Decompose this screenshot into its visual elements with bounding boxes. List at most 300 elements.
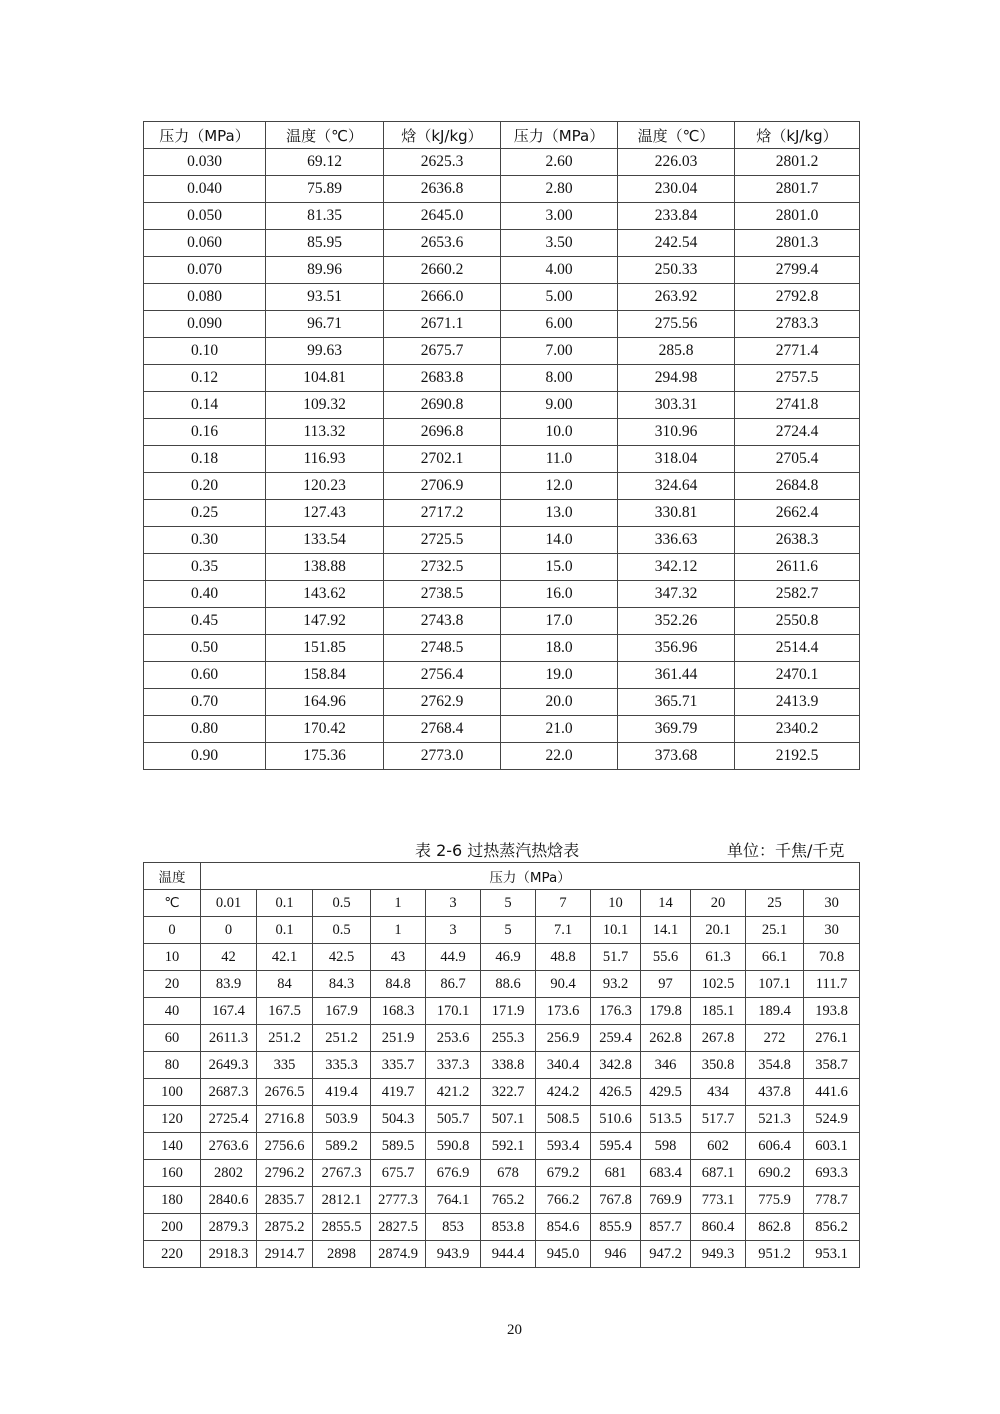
table-cell: 2757.5	[735, 365, 860, 392]
enthalpy-cell: 189.4	[746, 998, 804, 1025]
enthalpy-cell: 943.9	[426, 1241, 481, 1268]
table-cell: 226.03	[618, 149, 735, 176]
table-cell: 2675.7	[384, 338, 501, 365]
table-cell: 0.16	[144, 419, 266, 446]
enthalpy-cell: 589.2	[313, 1133, 371, 1160]
table-cell: 151.85	[266, 635, 384, 662]
table-row	[144, 662, 860, 689]
table-cell: 7.00	[501, 338, 618, 365]
table-cell: 2690.8	[384, 392, 501, 419]
table-cell: 18.0	[501, 635, 618, 662]
enthalpy-cell: 20.1	[691, 917, 746, 944]
enthalpy-cell: 507.1	[481, 1106, 536, 1133]
table-cell: 127.43	[266, 500, 384, 527]
table-cell: 373.68	[618, 743, 735, 770]
table-row	[144, 1160, 860, 1187]
table-cell: 81.35	[266, 203, 384, 230]
enthalpy-cell: 590.8	[426, 1133, 481, 1160]
enthalpy-cell: 508.5	[536, 1106, 591, 1133]
enthalpy-cell: 946	[591, 1241, 641, 1268]
table-cell: 294.98	[618, 365, 735, 392]
enthalpy-cell: 2914.7	[257, 1241, 313, 1268]
table-cell: 2705.4	[735, 446, 860, 473]
enthalpy-cell: 853.8	[481, 1214, 536, 1241]
enthalpy-cell: 2767.3	[313, 1160, 371, 1187]
enthalpy-cell: 3	[426, 917, 481, 944]
table-cell: 0.40	[144, 581, 266, 608]
table-cell: 0.80	[144, 716, 266, 743]
enthalpy-cell: 0.1	[257, 917, 313, 944]
table-row	[144, 311, 860, 338]
table-cell: 0.030	[144, 149, 266, 176]
table-cell: 21.0	[501, 716, 618, 743]
enthalpy-cell: 346	[641, 1052, 691, 1079]
table-cell: 2666.0	[384, 284, 501, 311]
enthalpy-cell: 2802	[201, 1160, 257, 1187]
enthalpy-cell: 256.9	[536, 1025, 591, 1052]
enthalpy-cell: 2898	[313, 1241, 371, 1268]
enthalpy-cell: 592.1	[481, 1133, 536, 1160]
table-cell: 2771.4	[735, 338, 860, 365]
enthalpy-cell: 170.1	[426, 998, 481, 1025]
table-cell: 318.04	[618, 446, 735, 473]
table-row	[144, 689, 860, 716]
enthalpy-cell: 945.0	[536, 1241, 591, 1268]
table-cell: 0.45	[144, 608, 266, 635]
table-cell: 2756.4	[384, 662, 501, 689]
table-row	[144, 1133, 860, 1160]
table-cell: 133.54	[266, 527, 384, 554]
table-cell: 263.92	[618, 284, 735, 311]
table-row	[144, 230, 860, 257]
table-row	[144, 500, 860, 527]
enthalpy-cell: 350.8	[691, 1052, 746, 1079]
table-cell: 347.32	[618, 581, 735, 608]
enthalpy-cell: 949.3	[691, 1241, 746, 1268]
table-row	[144, 338, 860, 365]
enthalpy-cell: 107.1	[746, 971, 804, 998]
table-row	[144, 149, 860, 176]
table-row	[144, 284, 860, 311]
enthalpy-cell: 764.1	[426, 1187, 481, 1214]
temperature-cell: 40	[144, 998, 201, 1025]
enthalpy-cell: 340.4	[536, 1052, 591, 1079]
table-cell: 6.00	[501, 311, 618, 338]
table-cell: 2773.0	[384, 743, 501, 770]
table-cell: 3.00	[501, 203, 618, 230]
table-row	[144, 608, 860, 635]
enthalpy-cell: 86.7	[426, 971, 481, 998]
table-row	[144, 998, 860, 1025]
table-cell: 2741.8	[735, 392, 860, 419]
table-cell: 2645.0	[384, 203, 501, 230]
table-cell: 2762.9	[384, 689, 501, 716]
table-cell: 0.12	[144, 365, 266, 392]
enthalpy-cell: 2874.9	[371, 1241, 426, 1268]
enthalpy-cell: 173.6	[536, 998, 591, 1025]
table-cell: 138.88	[266, 554, 384, 581]
table-cell: 365.71	[618, 689, 735, 716]
enthalpy-cell: 337.3	[426, 1052, 481, 1079]
enthalpy-cell: 769.9	[641, 1187, 691, 1214]
table-cell: 14.0	[501, 527, 618, 554]
enthalpy-cell: 44.9	[426, 944, 481, 971]
table-cell: 0.90	[144, 743, 266, 770]
enthalpy-cell: 2676.5	[257, 1079, 313, 1106]
enthalpy-cell: 251.2	[257, 1025, 313, 1052]
enthalpy-cell: 675.7	[371, 1160, 426, 1187]
enthalpy-cell: 2611.3	[201, 1025, 257, 1052]
table-cell: 15.0	[501, 554, 618, 581]
enthalpy-cell: 2725.4	[201, 1106, 257, 1133]
enthalpy-cell: 42.5	[313, 944, 371, 971]
enthalpy-cell: 676.9	[426, 1160, 481, 1187]
enthalpy-cell: 358.7	[804, 1052, 860, 1079]
enthalpy-cell: 5	[481, 917, 536, 944]
table-cell: 356.96	[618, 635, 735, 662]
table-cell: 250.33	[618, 257, 735, 284]
enthalpy-cell: 61.3	[691, 944, 746, 971]
temperature-cell: 120	[144, 1106, 201, 1133]
table-cell: 2.60	[501, 149, 618, 176]
temperature-cell: 140	[144, 1133, 201, 1160]
enthalpy-cell: 0.5	[313, 917, 371, 944]
enthalpy-cell: 193.8	[804, 998, 860, 1025]
table-row	[144, 392, 860, 419]
enthalpy-cell: 2649.3	[201, 1052, 257, 1079]
table-cell: 109.32	[266, 392, 384, 419]
enthalpy-cell: 171.9	[481, 998, 536, 1025]
table-cell: 3.50	[501, 230, 618, 257]
table-cell: 342.12	[618, 554, 735, 581]
pressure-column-header: 7	[536, 890, 591, 917]
temperature-cell: 20	[144, 971, 201, 998]
table-cell: 143.62	[266, 581, 384, 608]
temperature-cell: 60	[144, 1025, 201, 1052]
enthalpy-cell: 342.8	[591, 1052, 641, 1079]
table-cell: 0.040	[144, 176, 266, 203]
table-cell: 2717.2	[384, 500, 501, 527]
table-cell: 2340.2	[735, 716, 860, 743]
table-cell: 5.00	[501, 284, 618, 311]
enthalpy-cell: 857.7	[641, 1214, 691, 1241]
table-cell: 2706.9	[384, 473, 501, 500]
enthalpy-cell: 2687.3	[201, 1079, 257, 1106]
enthalpy-cell: 43	[371, 944, 426, 971]
enthalpy-cell: 14.1	[641, 917, 691, 944]
enthalpy-cell: 255.3	[481, 1025, 536, 1052]
table-cell: 120.23	[266, 473, 384, 500]
table-row	[144, 1052, 860, 1079]
table-unit: 单位：千焦/千克	[727, 841, 845, 860]
table-cell: 22.0	[501, 743, 618, 770]
table-cell: 2724.4	[735, 419, 860, 446]
table-cell: 2783.3	[735, 311, 860, 338]
table-cell: 11.0	[501, 446, 618, 473]
table-cell: 96.71	[266, 311, 384, 338]
enthalpy-cell: 267.8	[691, 1025, 746, 1052]
pressure-column-header: 0.01	[201, 890, 257, 917]
table-cell: 2683.8	[384, 365, 501, 392]
temperature-unit: ℃	[144, 890, 201, 917]
table-row	[144, 971, 860, 998]
table-cell: 0.35	[144, 554, 266, 581]
table-cell: 0.70	[144, 689, 266, 716]
enthalpy-cell: 354.8	[746, 1052, 804, 1079]
enthalpy-cell: 2879.3	[201, 1214, 257, 1241]
table-cell: 0.20	[144, 473, 266, 500]
table-cell: 2671.1	[384, 311, 501, 338]
enthalpy-cell: 778.7	[804, 1187, 860, 1214]
enthalpy-cell: 765.2	[481, 1187, 536, 1214]
pressure-column-header: 3	[426, 890, 481, 917]
table-cell: 85.95	[266, 230, 384, 257]
enthalpy-cell: 176.3	[591, 998, 641, 1025]
table-cell: 20.0	[501, 689, 618, 716]
enthalpy-cell: 1	[371, 917, 426, 944]
enthalpy-cell: 775.9	[746, 1187, 804, 1214]
table-cell: 4.00	[501, 257, 618, 284]
table-cell: 330.81	[618, 500, 735, 527]
enthalpy-cell: 84.8	[371, 971, 426, 998]
enthalpy-cell: 953.1	[804, 1241, 860, 1268]
pressure-column-header: 14	[641, 890, 691, 917]
enthalpy-cell: 93.2	[591, 971, 641, 998]
enthalpy-cell: 860.4	[691, 1214, 746, 1241]
table-row	[144, 203, 860, 230]
column-header: 压力（MPa）	[501, 122, 618, 149]
column-header: 焓（kJ/kg）	[384, 122, 501, 149]
enthalpy-cell: 322.7	[481, 1079, 536, 1106]
enthalpy-cell: 503.9	[313, 1106, 371, 1133]
enthalpy-cell: 513.5	[641, 1106, 691, 1133]
pressure-column-header: 0.1	[257, 890, 313, 917]
enthalpy-cell: 48.8	[536, 944, 591, 971]
enthalpy-cell: 602	[691, 1133, 746, 1160]
enthalpy-cell: 88.6	[481, 971, 536, 998]
table-cell: 324.64	[618, 473, 735, 500]
enthalpy-cell: 424.2	[536, 1079, 591, 1106]
table-cell: 2470.1	[735, 662, 860, 689]
table-row	[144, 944, 860, 971]
table-cell: 230.04	[618, 176, 735, 203]
enthalpy-cell: 679.2	[536, 1160, 591, 1187]
enthalpy-cell: 944.4	[481, 1241, 536, 1268]
table-cell: 0.070	[144, 257, 266, 284]
table-cell: 104.81	[266, 365, 384, 392]
enthalpy-cell: 603.1	[804, 1133, 860, 1160]
table-title: 表 2-6 过热蒸汽热焓表	[415, 841, 580, 860]
enthalpy-cell: 2716.8	[257, 1106, 313, 1133]
table-cell: 170.42	[266, 716, 384, 743]
enthalpy-cell: 167.5	[257, 998, 313, 1025]
enthalpy-cell: 7.1	[536, 917, 591, 944]
table-cell: 2702.1	[384, 446, 501, 473]
temperature-cell: 100	[144, 1079, 201, 1106]
enthalpy-cell: 259.4	[591, 1025, 641, 1052]
table-cell: 310.96	[618, 419, 735, 446]
table-cell: 116.93	[266, 446, 384, 473]
table-row	[144, 917, 860, 944]
enthalpy-cell: 595.4	[591, 1133, 641, 1160]
enthalpy-cell: 947.2	[641, 1241, 691, 1268]
enthalpy-cell: 2756.6	[257, 1133, 313, 1160]
table-cell: 361.44	[618, 662, 735, 689]
table-cell: 2582.7	[735, 581, 860, 608]
table-cell: 2748.5	[384, 635, 501, 662]
enthalpy-cell: 168.3	[371, 998, 426, 1025]
enthalpy-cell: 517.7	[691, 1106, 746, 1133]
table-cell: 2801.2	[735, 149, 860, 176]
table-row	[144, 1214, 860, 1241]
enthalpy-cell: 693.3	[804, 1160, 860, 1187]
temperature-cell: 200	[144, 1214, 201, 1241]
enthalpy-cell: 854.6	[536, 1214, 591, 1241]
superheated-steam-table	[143, 862, 860, 1268]
enthalpy-cell: 862.8	[746, 1214, 804, 1241]
column-header: 温度（℃）	[266, 122, 384, 149]
enthalpy-cell: 179.8	[641, 998, 691, 1025]
enthalpy-cell: 84.3	[313, 971, 371, 998]
enthalpy-cell: 102.5	[691, 971, 746, 998]
enthalpy-cell: 429.5	[641, 1079, 691, 1106]
table-row	[144, 1241, 860, 1268]
table-cell: 147.92	[266, 608, 384, 635]
enthalpy-cell: 90.4	[536, 971, 591, 998]
pressure-column-header: 5	[481, 890, 536, 917]
table-cell: 2801.0	[735, 203, 860, 230]
enthalpy-cell: 2763.6	[201, 1133, 257, 1160]
table-cell: 2768.4	[384, 716, 501, 743]
table-cell: 158.84	[266, 662, 384, 689]
enthalpy-cell: 505.7	[426, 1106, 481, 1133]
table-cell: 0.060	[144, 230, 266, 257]
enthalpy-cell: 46.9	[481, 944, 536, 971]
enthalpy-cell: 593.4	[536, 1133, 591, 1160]
table-row	[144, 716, 860, 743]
temperature-cell: 80	[144, 1052, 201, 1079]
table-header-row	[144, 863, 860, 890]
enthalpy-cell: 2855.5	[313, 1214, 371, 1241]
enthalpy-cell: 10.1	[591, 917, 641, 944]
temperature-cell: 10	[144, 944, 201, 971]
enthalpy-cell: 84	[257, 971, 313, 998]
table-cell: 8.00	[501, 365, 618, 392]
table-cell: 2732.5	[384, 554, 501, 581]
temperature-header: 温度	[144, 863, 201, 890]
table-cell: 89.96	[266, 257, 384, 284]
column-header: 焓（kJ/kg）	[735, 122, 860, 149]
table-cell: 2725.5	[384, 527, 501, 554]
enthalpy-cell: 30	[804, 917, 860, 944]
table-cell: 12.0	[501, 473, 618, 500]
table-cell: 233.84	[618, 203, 735, 230]
table-row	[144, 743, 860, 770]
pressure-column-header: 30	[804, 890, 860, 917]
saturated-steam-table	[143, 121, 860, 770]
table-cell: 0.080	[144, 284, 266, 311]
enthalpy-cell: 2812.1	[313, 1187, 371, 1214]
table-cell: 2550.8	[735, 608, 860, 635]
enthalpy-cell: 2840.6	[201, 1187, 257, 1214]
enthalpy-cell: 421.2	[426, 1079, 481, 1106]
enthalpy-cell: 687.1	[691, 1160, 746, 1187]
pressure-column-header: 20	[691, 890, 746, 917]
table-row	[144, 176, 860, 203]
enthalpy-cell: 97	[641, 971, 691, 998]
enthalpy-cell: 251.2	[313, 1025, 371, 1052]
table-cell: 2743.8	[384, 608, 501, 635]
enthalpy-cell: 42	[201, 944, 257, 971]
table-cell: 336.63	[618, 527, 735, 554]
table-cell: 2514.4	[735, 635, 860, 662]
table-row	[144, 419, 860, 446]
enthalpy-cell: 335.7	[371, 1052, 426, 1079]
enthalpy-cell: 773.1	[691, 1187, 746, 1214]
table-cell: 0.090	[144, 311, 266, 338]
enthalpy-cell: 504.3	[371, 1106, 426, 1133]
table-row	[144, 365, 860, 392]
enthalpy-cell: 434	[691, 1079, 746, 1106]
pressure-column-header: 0.5	[313, 890, 371, 917]
enthalpy-cell: 766.2	[536, 1187, 591, 1214]
pressure-values-row	[144, 890, 860, 917]
table-cell: 2638.3	[735, 527, 860, 554]
enthalpy-cell: 51.7	[591, 944, 641, 971]
table-cell: 2801.3	[735, 230, 860, 257]
enthalpy-cell: 437.8	[746, 1079, 804, 1106]
column-header: 压力（MPa）	[144, 122, 266, 149]
enthalpy-cell: 524.9	[804, 1106, 860, 1133]
enthalpy-cell: 521.3	[746, 1106, 804, 1133]
enthalpy-cell: 678	[481, 1160, 536, 1187]
table-cell: 2696.8	[384, 419, 501, 446]
table-cell: 10.0	[501, 419, 618, 446]
table-cell: 17.0	[501, 608, 618, 635]
enthalpy-cell: 690.2	[746, 1160, 804, 1187]
enthalpy-cell: 2777.3	[371, 1187, 426, 1214]
table-cell: 0.18	[144, 446, 266, 473]
table-cell: 2662.4	[735, 500, 860, 527]
temperature-cell: 0	[144, 917, 201, 944]
enthalpy-cell: 335.3	[313, 1052, 371, 1079]
enthalpy-cell: 55.6	[641, 944, 691, 971]
table-cell: 0.30	[144, 527, 266, 554]
table-cell: 0.60	[144, 662, 266, 689]
enthalpy-cell: 25.1	[746, 917, 804, 944]
table-cell: 2636.8	[384, 176, 501, 203]
enthalpy-cell: 185.1	[691, 998, 746, 1025]
table-cell: 13.0	[501, 500, 618, 527]
enthalpy-cell: 276.1	[804, 1025, 860, 1052]
enthalpy-cell: 767.8	[591, 1187, 641, 1214]
table-cell: 285.8	[618, 338, 735, 365]
enthalpy-cell: 167.9	[313, 998, 371, 1025]
table-cell: 69.12	[266, 149, 384, 176]
enthalpy-cell: 2918.3	[201, 1241, 257, 1268]
table-cell: 369.79	[618, 716, 735, 743]
table-cell: 2192.5	[735, 743, 860, 770]
table-cell: 242.54	[618, 230, 735, 257]
enthalpy-cell: 251.9	[371, 1025, 426, 1052]
table-cell: 75.89	[266, 176, 384, 203]
table-cell: 175.36	[266, 743, 384, 770]
table-cell: 164.96	[266, 689, 384, 716]
table-cell: 275.56	[618, 311, 735, 338]
pressure-column-header: 25	[746, 890, 804, 917]
enthalpy-cell: 70.8	[804, 944, 860, 971]
table-cell: 2799.4	[735, 257, 860, 284]
